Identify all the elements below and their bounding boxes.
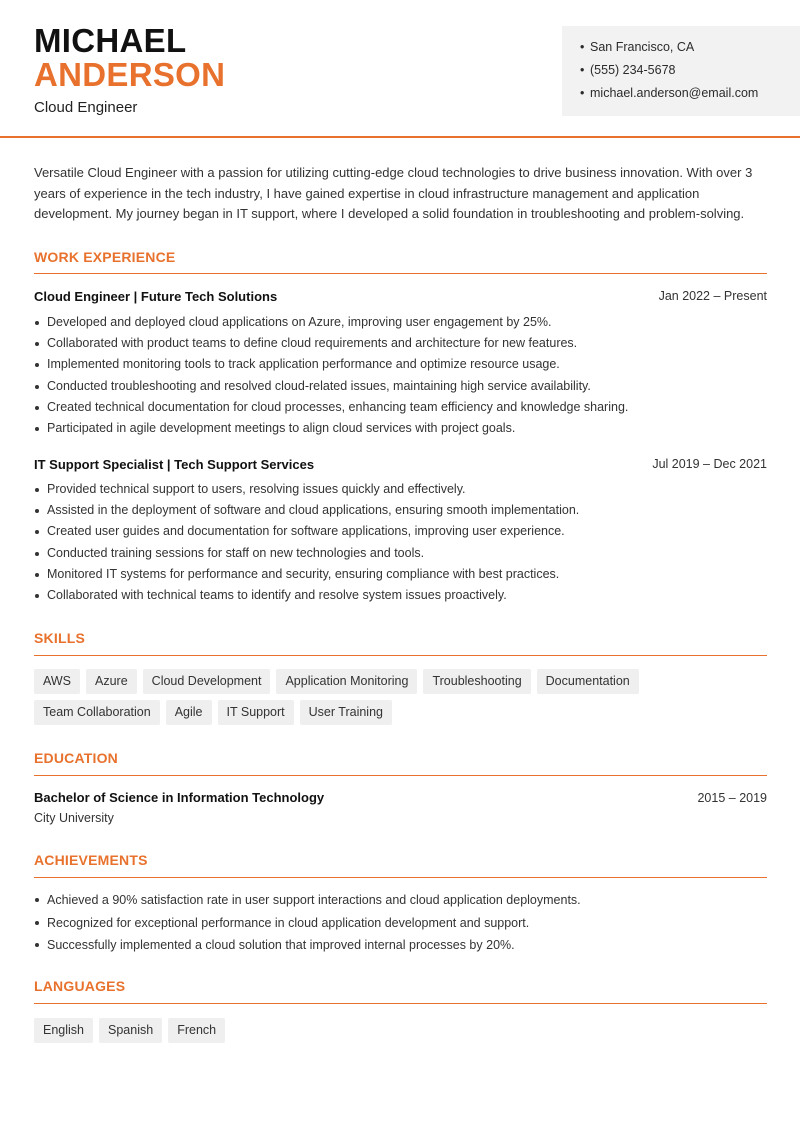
list-item: Provided technical support to users, resolving issues quickly and effectively. — [34, 479, 767, 500]
skill-chip: Agile — [166, 700, 212, 725]
list-item: Successfully implemented a cloud solution that improved internal processes by 20%. — [34, 934, 767, 957]
list-item: Participated in agile development meetings to align cloud services with project goals. — [34, 418, 767, 439]
job-entry-header — [34, 289, 767, 304]
work-experience-heading: WORK EXPERIENCE — [34, 249, 176, 265]
skill-chip: Documentation — [537, 669, 639, 694]
list-item: Conducted troubleshooting and resolved cloud-related issues, maintaining high service availability. — [34, 376, 767, 397]
contact-email: • michael.anderson@email.com — [580, 86, 759, 100]
language-chip: English — [34, 1018, 93, 1043]
skills-list — [34, 669, 767, 731]
last-name: ANDERSON — [34, 56, 226, 93]
contact-phone: • (555) 234-5678 — [580, 63, 676, 77]
job-title: Cloud Engineer — [34, 99, 138, 116]
contact-box — [562, 26, 800, 116]
resume-header — [0, 0, 800, 136]
skill-chip: Application Monitoring — [276, 669, 417, 694]
professional-summary: Versatile Cloud Engineer with a passion for utilizing cutting-edge cloud technologies to drive business innovation. With over 3 years of experience in the tech industry, I have gained expertise in cloud infrastructure management and application development. My journey began in IT support, where I developed a solid foundation in troubleshooting and problem-solving. — [34, 165, 753, 221]
section-divider — [34, 877, 767, 878]
skill-chip: Team Collaboration — [34, 700, 160, 725]
list-item: Achieved a 90% satisfaction rate in user support interactions and cloud application deployments. — [34, 889, 767, 912]
achievements-heading: ACHIEVEMENTS — [34, 852, 148, 868]
skill-chip: Azure — [86, 669, 137, 694]
first-name: MICHAEL — [34, 22, 187, 59]
list-item: Created technical documentation for cloud processes, enhancing team efficiency and knowledge sharing. — [34, 397, 767, 418]
job-bullets — [34, 312, 767, 439]
degree: Bachelor of Science in Information Technology — [34, 790, 325, 805]
skill-chip: IT Support — [218, 700, 294, 725]
list-item: Created user guides and documentation for software applications, improving user experience. — [34, 521, 767, 542]
skill-chip: Troubleshooting — [423, 669, 530, 694]
job-dates: Jul 2019 – Dec 2021 — [652, 457, 767, 471]
list-item: Monitored IT systems for performance and security, ensuring compliance with best practices. — [34, 564, 767, 585]
language-chip: French — [168, 1018, 225, 1043]
skill-chip: User Training — [300, 700, 392, 725]
job-role: IT Support Specialist | Tech Support Services — [34, 457, 315, 472]
languages-heading: LANGUAGES — [34, 978, 126, 994]
skill-chip: AWS — [34, 669, 80, 694]
languages-list — [34, 1018, 767, 1049]
list-item: Collaborated with product teams to define cloud requirements and architecture for new features. — [34, 333, 767, 354]
education-heading: EDUCATION — [34, 750, 118, 766]
section-divider — [34, 775, 767, 776]
list-item: Conducted training sessions for staff on new technologies and tools. — [34, 543, 767, 564]
section-divider — [34, 655, 767, 656]
list-item: Assisted in the deployment of software and cloud applications, ensuring smooth implementation. — [34, 500, 767, 521]
skills-heading: SKILLS — [34, 630, 85, 646]
job-dates: Jan 2022 – Present — [658, 289, 767, 303]
header-divider — [0, 136, 800, 138]
job-bullets — [34, 479, 767, 606]
skill-chip: Cloud Development — [143, 669, 271, 694]
school: City University — [34, 811, 114, 825]
list-item: Implemented monitoring tools to track application performance and optimize resource usage. — [34, 354, 767, 375]
section-divider — [34, 1003, 767, 1004]
list-item: Developed and deployed cloud applications on Azure, improving user engagement by 25%. — [34, 312, 767, 333]
job-role: Cloud Engineer | Future Tech Solutions — [34, 289, 278, 304]
language-chip: Spanish — [99, 1018, 162, 1043]
contact-location: • San Francisco, CA — [580, 40, 695, 54]
list-item: Collaborated with technical teams to identify and resolve system issues proactively. — [34, 585, 767, 606]
list-item: Recognized for exceptional performance in cloud application development and support. — [34, 912, 767, 935]
achievements-list — [34, 889, 767, 957]
section-divider — [34, 273, 767, 274]
education-dates: 2015 – 2019 — [697, 791, 767, 805]
job-entry-header — [34, 457, 767, 472]
